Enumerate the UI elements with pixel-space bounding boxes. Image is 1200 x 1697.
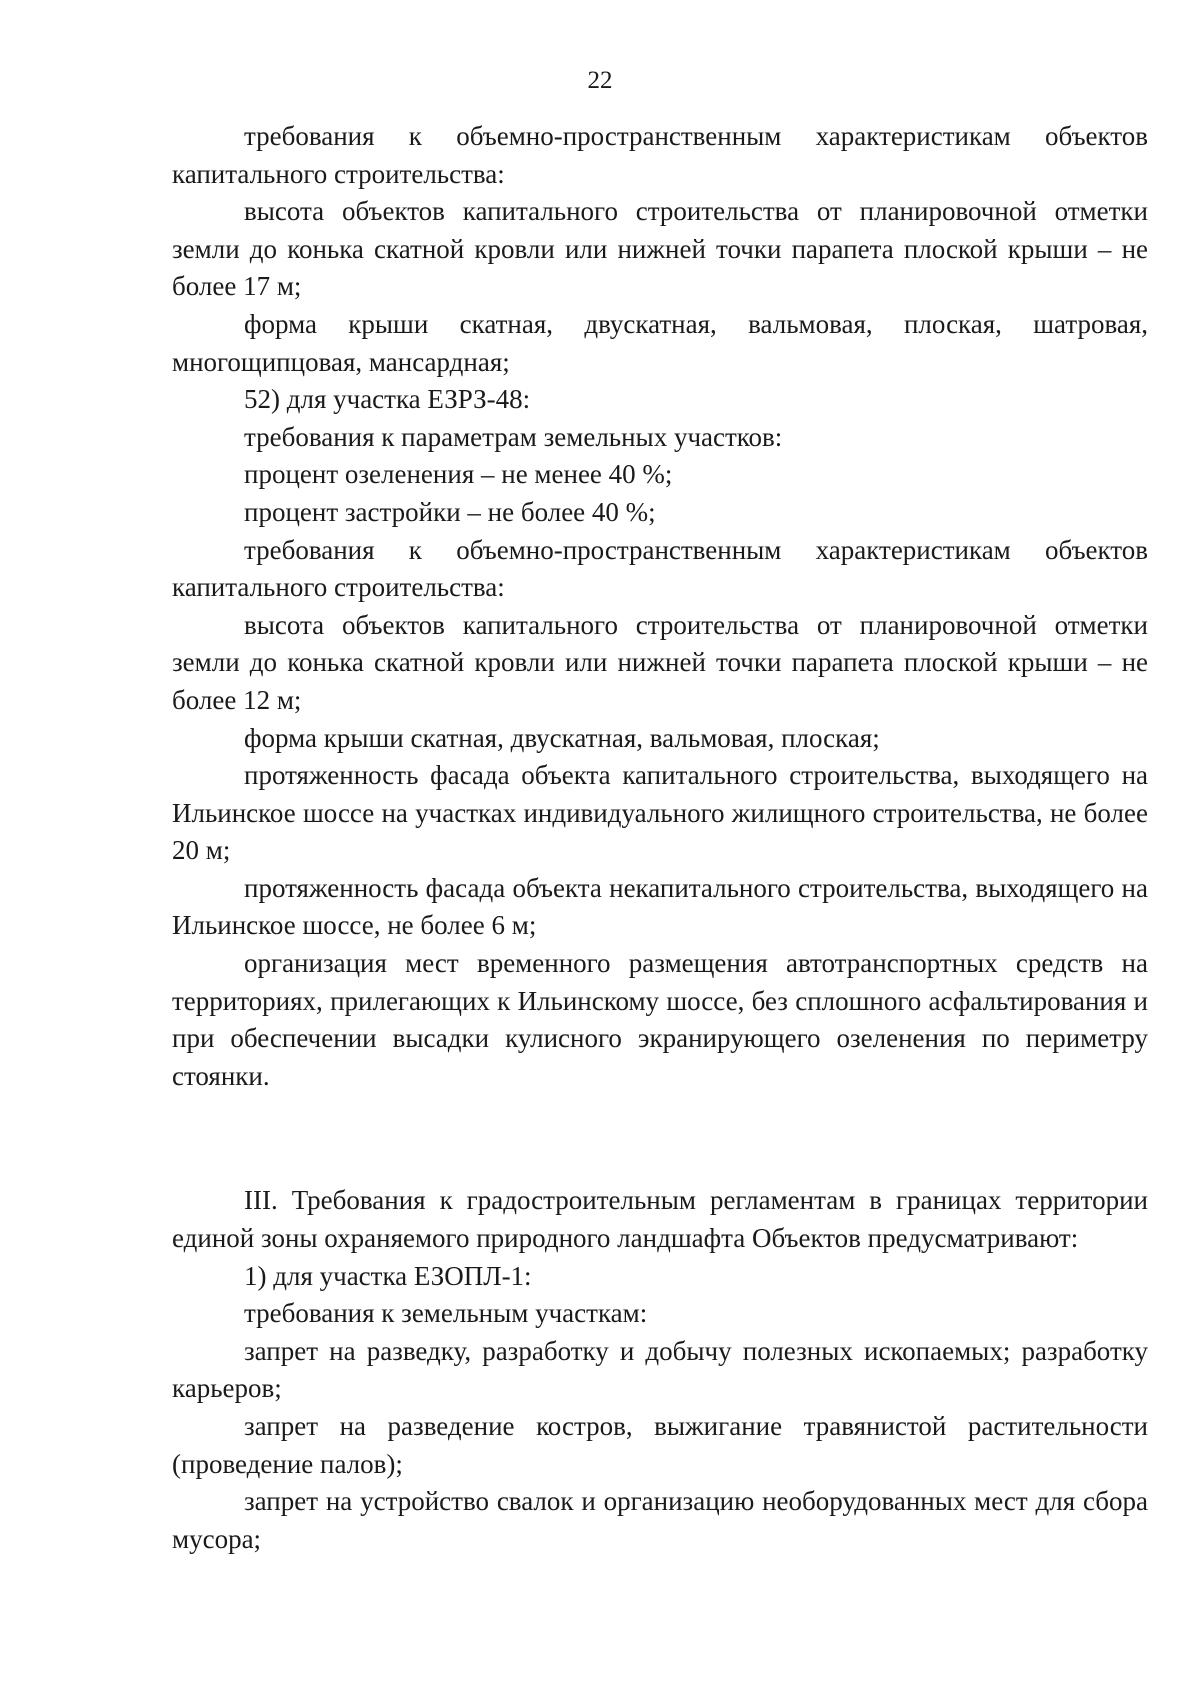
paragraph: процент озеленения – не менее 40 %; [244, 459, 673, 490]
paragraph: требования к объемно-пространственным характеристикам объектов капитального строительства: [172, 534, 1148, 603]
section-spacer [172, 1095, 1148, 1182]
paragraph: запрет на разведку, разработку и добычу полезных ископаемых; разработку карьеров; [172, 1335, 1148, 1404]
paragraph: высота объектов капитального строительства от планировочной отметки земли до конька скатной кровли или нижней точки парапета плоской крыши – не более 17 м; [172, 196, 1148, 302]
paragraph: высота объектов капитального строительства от планировочной отметки земли до конька скатной кровли или нижней точки парапета плоской крыши – не более 12 м; [172, 609, 1148, 715]
paragraph: 1) для участка ЕЗОПЛ-1: [244, 1260, 532, 1291]
paragraph: запрет на разведение костров, выжигание травянистой растительности (проведение палов); [172, 1411, 1148, 1479]
paragraph: процент застройки – не более 40 %; [244, 496, 656, 527]
paragraph: форма крыши скатная, двускатная, вальмовая, плоская, шатровая, многощипцовая, мансардная; [172, 308, 1148, 377]
section-heading: III. Требования к градостроительным регламентам в границах территории единой зоны охраняемого природного ландшафта Объектов предусматривают: [172, 1185, 1148, 1254]
paragraph: требования к земельным участкам: [244, 1298, 648, 1329]
paragraph: 52) для участка ЕЗРЗ-48: [244, 384, 531, 415]
paragraph: протяженность фасада объекта некапитального строительства, выходящего на Ильинское шоссе, не более 6 м; [172, 872, 1148, 941]
paragraph: протяженность фасада объекта капитального строительства, выходящего на Ильинское шоссе на участках индивидуального жилищного строительства, не более 20 м; [172, 760, 1148, 866]
paragraph: организация мест временного размещения автотранспортных средств на территориях, прилегающих к Ильинскому шоссе, без сплошного асфальтирования и при обеспечении высадки кулисного экранирующего озеленения по периметру стоянки. [172, 948, 1148, 1091]
paragraph: запрет на устройство свалок и организацию необорудованных мест для сбора мусора; [172, 1486, 1148, 1554]
document-body [172, 118, 1148, 1558]
paragraph: требования к объемно-пространственным характеристикам объектов капитального строительства: [172, 121, 1148, 189]
page-number: 22 [587, 67, 613, 94]
paragraph: форма крыши скатная, двускатная, вальмовая, плоская; [244, 722, 880, 753]
paragraph: требования к параметрам земельных участков: [244, 421, 783, 452]
